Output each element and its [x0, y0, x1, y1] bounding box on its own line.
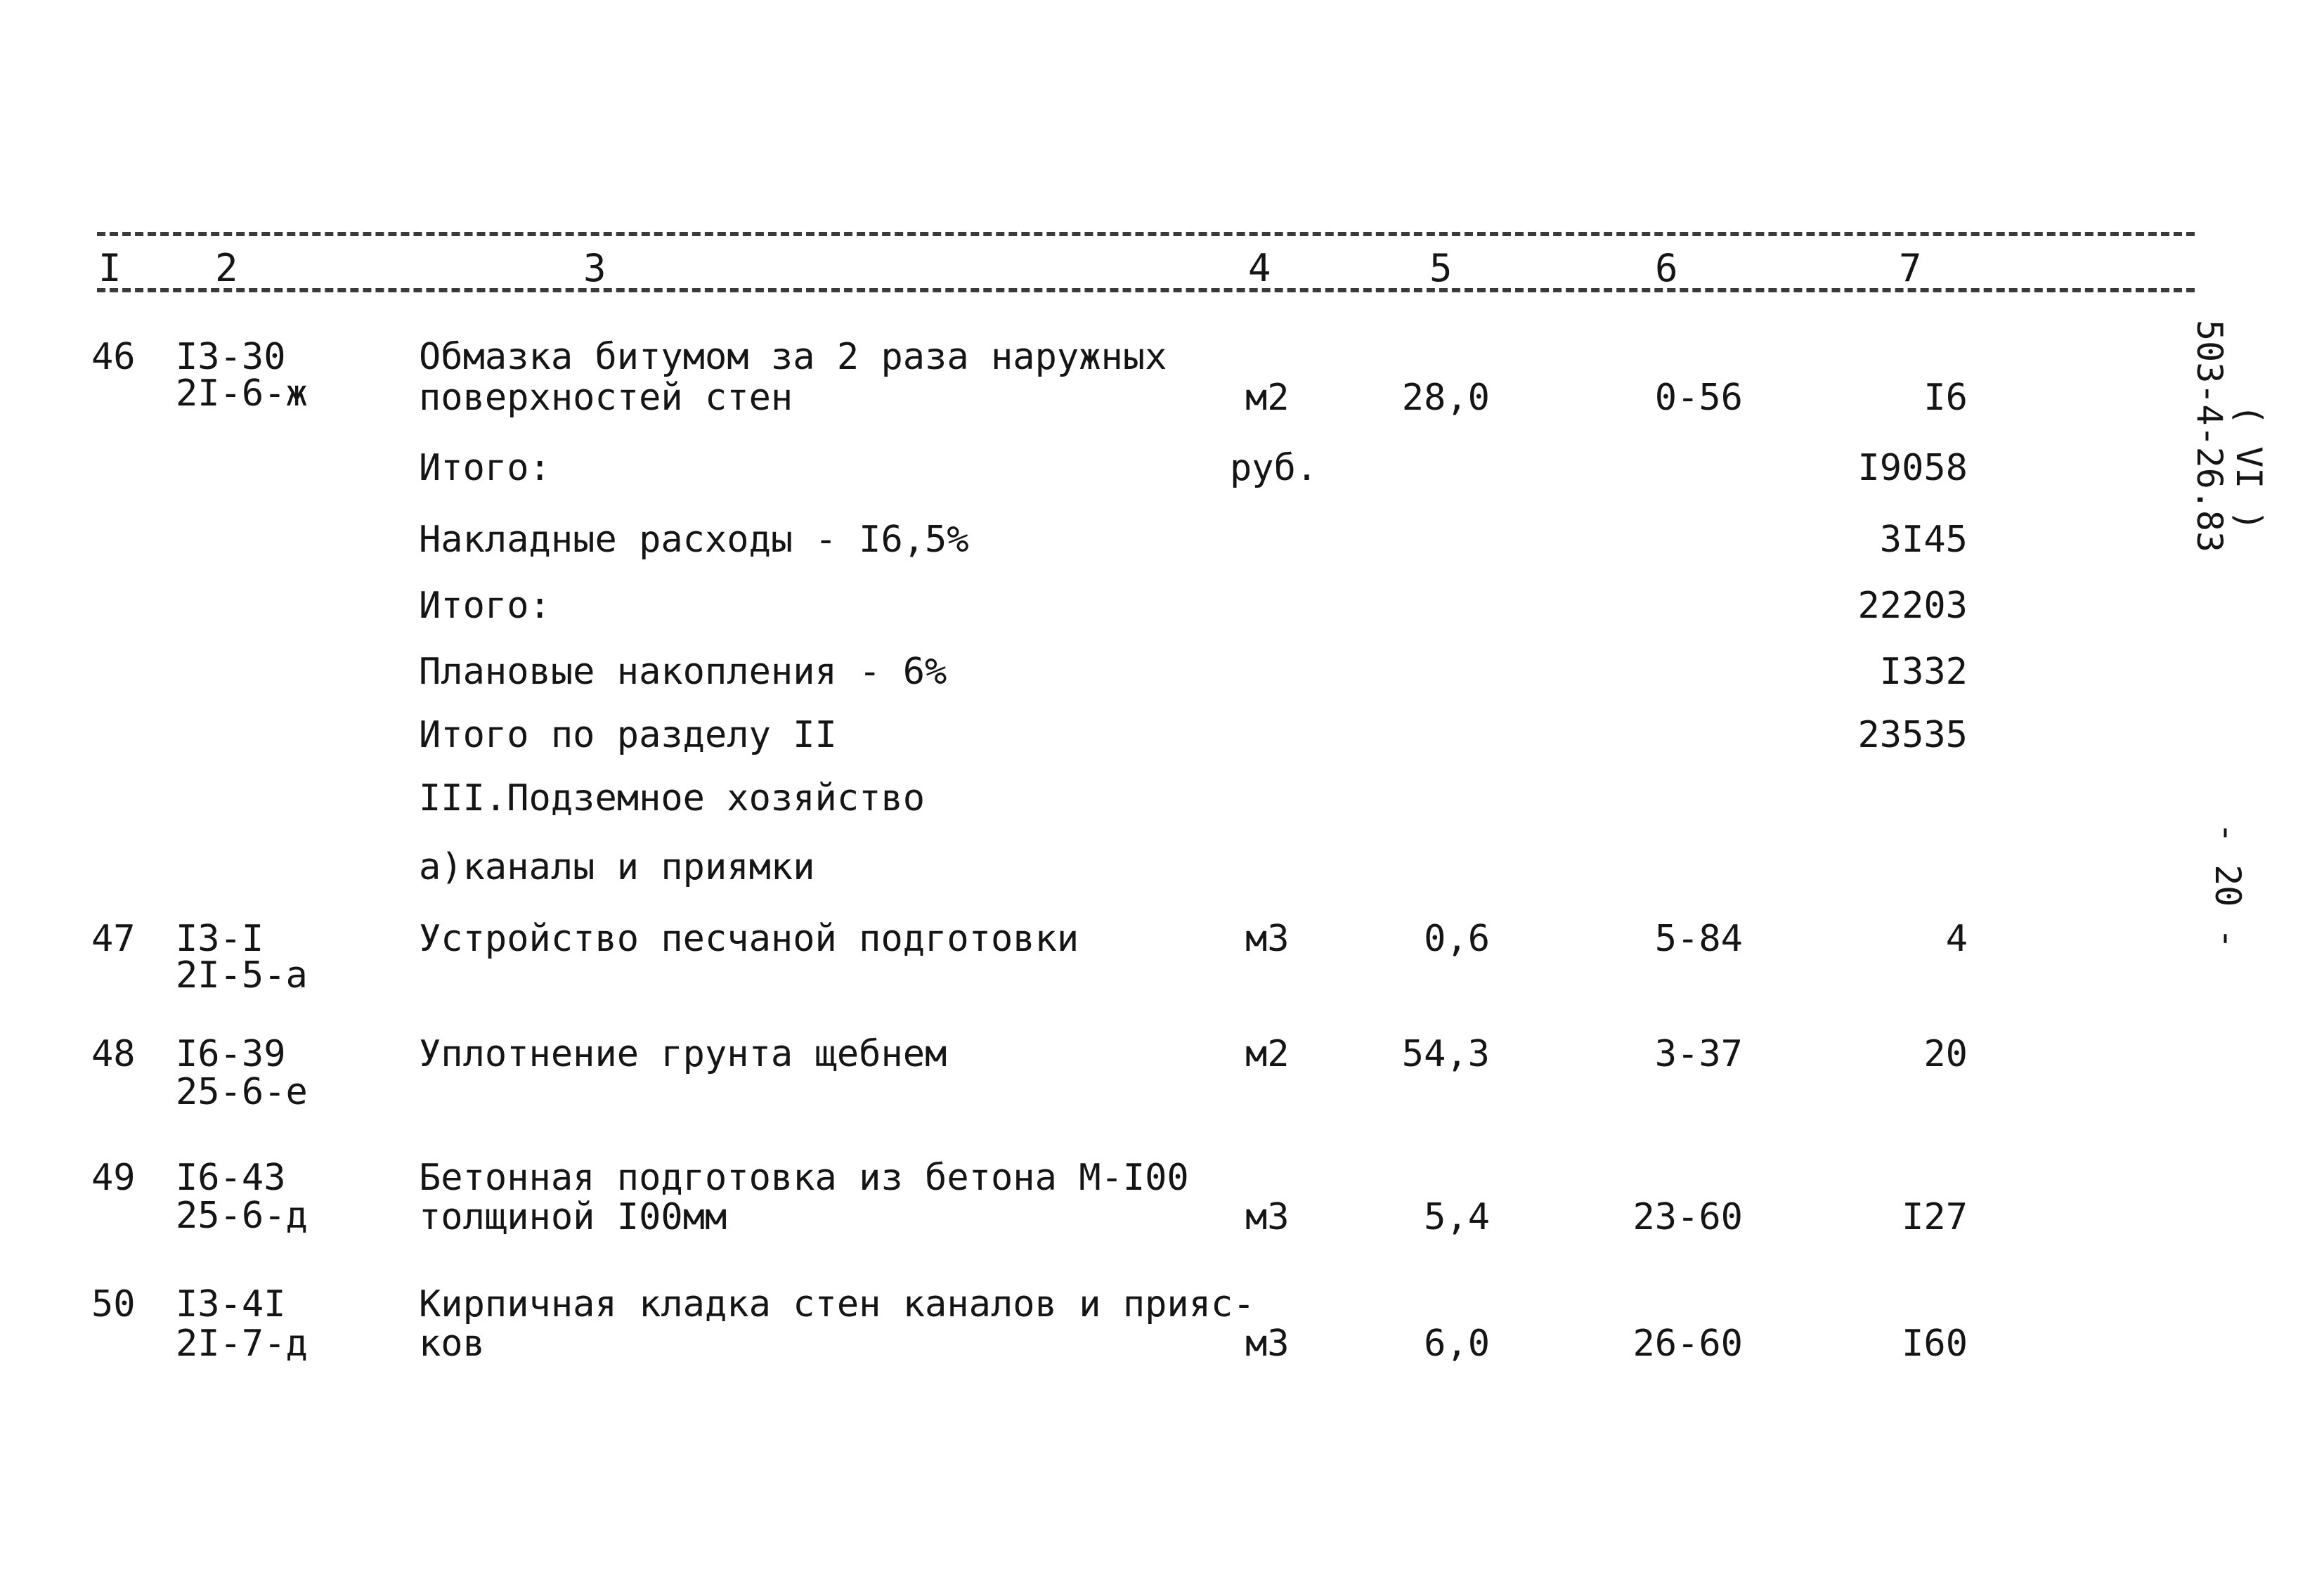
- total-with-overhead-label: Итого:: [419, 585, 551, 627]
- row-47-code-line1: I3-I: [176, 918, 264, 960]
- col-header-7: 7: [1899, 246, 1922, 290]
- header-top-rule: [97, 232, 2195, 236]
- row-47-unit: м3: [1245, 918, 1290, 960]
- row-50-description-line1: Кирпичная кладка стен каналов и прияс-: [419, 1283, 1255, 1325]
- section-total-value: 23535: [1857, 714, 1968, 756]
- overhead-value: 3I45: [1879, 519, 1968, 561]
- row-48-code-line2: 25-6-е: [176, 1071, 308, 1113]
- row-48-total: 20: [1923, 1033, 1968, 1075]
- row-48-code-line1: I6-39: [176, 1033, 286, 1075]
- subsection-heading: а)каналы и приямки: [419, 846, 815, 888]
- row-49-unit: м3: [1245, 1196, 1290, 1238]
- row-46-unit: м2: [1245, 377, 1290, 419]
- row-50-code-line1: I3-4I: [176, 1283, 286, 1325]
- row-49-description-line1: Бетонная подготовка из бетона М-I00: [419, 1157, 1189, 1199]
- row-47-code-line2: 2I-5-а: [176, 954, 308, 997]
- col-header-6: 6: [1655, 246, 1678, 290]
- col-header-2: 2: [215, 246, 238, 290]
- row-49-number: 49: [91, 1157, 136, 1199]
- volume-label: ( VI ): [2228, 404, 2269, 531]
- col-header-3: 3: [583, 246, 606, 290]
- row-47-description: Устройство песчаной подготовки: [419, 918, 1079, 960]
- row-46-quantity: 28,0: [1401, 377, 1490, 419]
- subtotal-value: I9058: [1857, 447, 1968, 489]
- overhead-label: Накладные расходы - I6,5%: [419, 519, 969, 561]
- col-header-5: 5: [1429, 246, 1453, 290]
- planned-savings-label: Плановые накопления - 6%: [419, 651, 947, 693]
- row-47-unit-price: 5-84: [1654, 918, 1743, 960]
- total-with-overhead-value: 22203: [1857, 585, 1968, 627]
- row-49-description-line2: толщиной I00мм: [419, 1196, 727, 1238]
- row-50-description-line2: ков: [419, 1323, 485, 1365]
- document-reference: 503-4-26.83: [2189, 320, 2230, 553]
- row-50-total: I60: [1902, 1323, 1968, 1365]
- row-46-description-line2: поверхностей стен: [419, 377, 793, 419]
- row-48-description: Уплотнение грунта щебнем: [419, 1033, 947, 1075]
- row-47-number: 47: [91, 918, 136, 960]
- row-50-unit-price: 26-60: [1632, 1323, 1743, 1365]
- subtotal-unit: руб.: [1230, 447, 1318, 489]
- subtotal-label: Итого:: [419, 447, 551, 489]
- row-49-code-line2: 25-6-д: [176, 1195, 308, 1237]
- row-46-code-line1: I3-30: [176, 336, 286, 378]
- row-49-code-line1: I6-43: [176, 1157, 286, 1199]
- row-46-number: 46: [91, 336, 136, 378]
- row-47-total: 4: [1945, 918, 1968, 960]
- section-total-label: Итого по разделу II: [419, 714, 837, 756]
- row-50-number: 50: [91, 1283, 136, 1325]
- row-50-unit: м3: [1245, 1323, 1290, 1365]
- row-47-quantity: 0,6: [1424, 918, 1490, 960]
- row-49-total: I27: [1902, 1196, 1968, 1238]
- row-46-description-line1: Обмазка битумом за 2 раза наружных: [419, 336, 1167, 378]
- row-46-code-line2: 2I-6-ж: [176, 372, 308, 415]
- header-bottom-rule: [97, 288, 2195, 292]
- planned-savings-value: I332: [1879, 651, 1968, 693]
- row-48-unit: м2: [1245, 1033, 1290, 1075]
- row-46-total: I6: [1923, 377, 1968, 419]
- row-50-code-line2: 2I-7-д: [176, 1323, 308, 1365]
- col-header-1: I: [98, 246, 122, 290]
- page-number: - 20 -: [2207, 822, 2248, 949]
- row-46-unit-price: 0-56: [1654, 377, 1743, 419]
- row-48-number: 48: [91, 1033, 136, 1075]
- section-heading: III.Подземное хозяйство: [419, 777, 926, 819]
- row-50-quantity: 6,0: [1424, 1323, 1490, 1365]
- col-header-4: 4: [1248, 246, 1271, 290]
- row-48-unit-price: 3-37: [1654, 1033, 1743, 1075]
- row-49-unit-price: 23-60: [1632, 1196, 1743, 1238]
- row-48-quantity: 54,3: [1401, 1033, 1490, 1075]
- row-49-quantity: 5,4: [1424, 1196, 1490, 1238]
